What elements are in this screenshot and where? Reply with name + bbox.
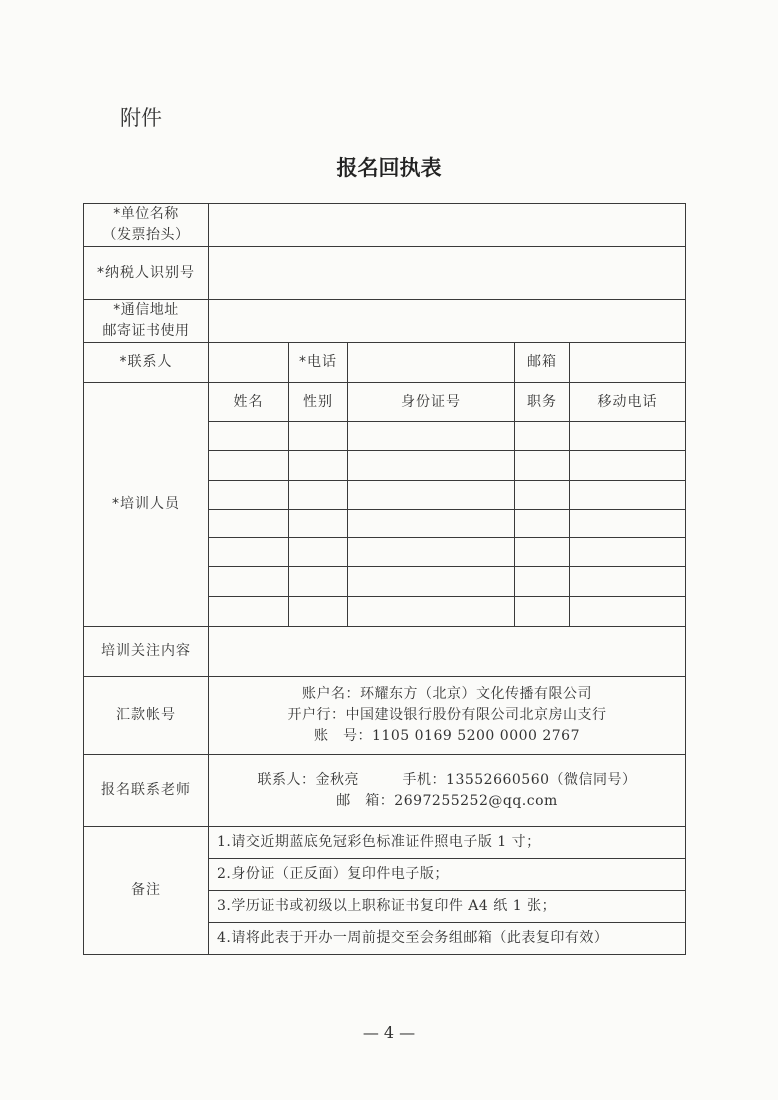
trainee-cell[interactable] <box>515 481 570 510</box>
teacher-contact: 联系人：金秋亮 手机：13552660560（微信同号） <box>257 771 637 788</box>
company-input[interactable] <box>209 204 686 247</box>
trainee-cell[interactable] <box>515 567 570 597</box>
trainee-cell[interactable] <box>515 597 570 627</box>
remit-account-number: 账 号：1105 0169 5200 0000 2767 <box>314 728 580 744</box>
email-label: 邮箱 <box>515 343 570 383</box>
contact-label: *联系人 <box>84 343 209 383</box>
trainee-cell[interactable] <box>289 422 348 451</box>
trainee-cell[interactable] <box>570 567 686 597</box>
registration-form-table <box>83 203 686 955</box>
trainee-cell[interactable] <box>348 597 515 627</box>
phone-label: *电话 <box>289 343 348 383</box>
teacher-label: 报名联系老师 <box>84 755 209 827</box>
remit-row <box>84 677 686 755</box>
tax-id-input[interactable] <box>209 247 686 300</box>
trainee-cell[interactable] <box>209 481 289 510</box>
tax-id-label: *纳税人识别号 <box>84 247 209 300</box>
trainee-cell[interactable] <box>515 538 570 567</box>
company-row <box>84 204 686 247</box>
column-position: 职务 <box>515 383 570 422</box>
column-mobile: 移动电话 <box>570 383 686 422</box>
trainee-cell[interactable] <box>289 510 348 538</box>
attachment-label: 附件 <box>120 106 162 130</box>
trainee-cell[interactable] <box>570 422 686 451</box>
remarks-list <box>209 827 686 955</box>
company-label: *单位名称 （发票抬头） <box>84 204 209 247</box>
focus-input[interactable] <box>209 627 686 677</box>
focus-row <box>84 627 686 677</box>
address-row <box>84 300 686 343</box>
trainee-cell[interactable] <box>209 597 289 627</box>
trainee-cell[interactable] <box>515 451 570 481</box>
address-input[interactable] <box>209 300 686 343</box>
remit-bank: 开户行：中国建设银行股份有限公司北京房山支行 <box>287 707 607 723</box>
trainee-header-row <box>84 383 686 422</box>
remark-item: 3.学历证书或初级以上职称证书复印件 A4 纸 1 张； <box>209 891 685 923</box>
trainees-label: *培训人员 <box>84 383 209 627</box>
remark-item: 2.身份证（正反面）复印件电子版； <box>209 859 685 891</box>
trainee-cell[interactable] <box>209 567 289 597</box>
trainee-cell[interactable] <box>348 567 515 597</box>
trainee-cell[interactable] <box>209 422 289 451</box>
trainee-cell[interactable] <box>570 510 686 538</box>
address-label: *通信地址 邮寄证书使用 <box>84 300 209 343</box>
remit-info <box>209 677 686 755</box>
trainee-cell[interactable] <box>289 481 348 510</box>
focus-label: 培训关注内容 <box>84 627 209 677</box>
tax-id-row <box>84 247 686 300</box>
teacher-row <box>84 755 686 827</box>
trainee-cell[interactable] <box>570 597 686 627</box>
trainee-cell[interactable] <box>209 538 289 567</box>
remark-item: 1.请交近期蓝底免冠彩色标准证件照电子版 1 寸； <box>209 827 685 859</box>
form-title: 报名回执表 <box>336 156 442 180</box>
trainee-cell[interactable] <box>209 510 289 538</box>
column-gender: 性别 <box>289 383 348 422</box>
remark-item: 4.请将此表于开办一周前提交至会务组邮箱（此表复印有效） <box>217 930 609 946</box>
page-number: — 4 — <box>362 1023 416 1042</box>
remit-label: 汇款帐号 <box>84 677 209 755</box>
trainee-cell[interactable] <box>289 451 348 481</box>
trainee-cell[interactable] <box>515 422 570 451</box>
trainee-cell[interactable] <box>348 422 515 451</box>
trainee-cell[interactable] <box>570 481 686 510</box>
contact-row <box>84 343 686 383</box>
trainee-cell[interactable] <box>570 451 686 481</box>
trainee-cell[interactable] <box>515 510 570 538</box>
teacher-info <box>209 755 686 827</box>
phone-input[interactable] <box>348 343 515 383</box>
contact-input[interactable] <box>209 343 289 383</box>
column-name: 姓名 <box>209 383 289 422</box>
trainee-cell[interactable] <box>348 451 515 481</box>
teacher-email: 邮 箱：2697255252@qq.com <box>336 792 558 809</box>
email-input[interactable] <box>570 343 686 383</box>
trainee-cell[interactable] <box>348 481 515 510</box>
column-id-number: 身份证号 <box>348 383 515 422</box>
trainee-cell[interactable] <box>289 597 348 627</box>
trainee-cell[interactable] <box>348 510 515 538</box>
remarks-row <box>84 827 686 955</box>
trainee-cell[interactable] <box>289 538 348 567</box>
trainee-cell[interactable] <box>289 567 348 597</box>
trainee-cell[interactable] <box>570 538 686 567</box>
trainee-cell[interactable] <box>209 451 289 481</box>
remit-account-name: 账户名：环耀东方（北京）文化传播有限公司 <box>302 686 593 702</box>
trainee-cell[interactable] <box>348 538 515 567</box>
remarks-label: 备注 <box>84 827 209 955</box>
